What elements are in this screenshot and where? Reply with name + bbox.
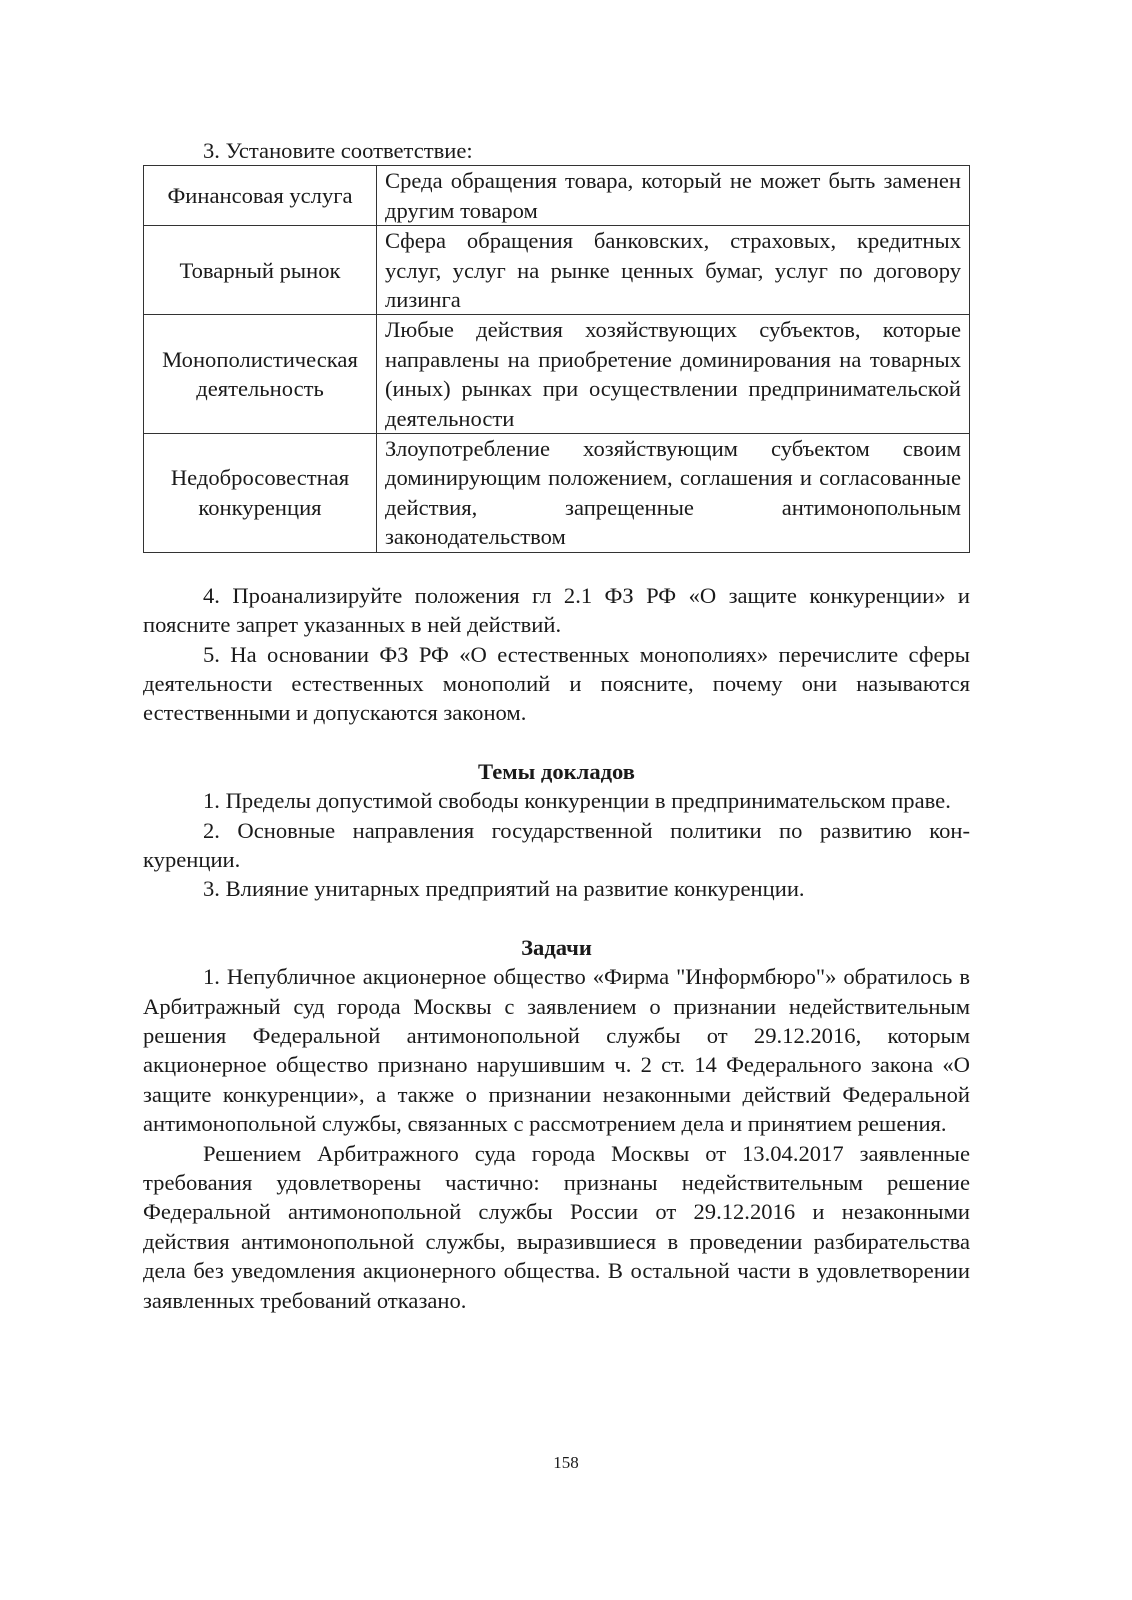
definition-cell: Любые действия хозяйствующих субъектов, которые направлены на приобретение доминирования на товарных (иных) рынках при осуществлении предпринимательской деятельности xyxy=(377,315,970,434)
topics-heading: Темы докладов xyxy=(478,758,635,784)
term-cell: Монополистическая деятельность xyxy=(144,315,377,434)
question-5: 5. На основании ФЗ РФ «О естественных монополиях» перечислите сферы деятельности естественных монополий и поясните, почему они называются естественными и допускаются законом. xyxy=(143,641,970,726)
task-1-paragraph-2: Решением Арбитражного суда города Москвы от 13.04.2017 заявленные требования удовлетворены частично: признаны недействительным решение Федеральной антимонопольной службы России от 29.12.2016 и незаконными действия антимонопольной службы, выразившиеся в проведении разбирательства дела без уведомления акционерного общества. В остальной части в удовлетворении заявленных требований отказано. xyxy=(143,1140,970,1313)
term-cell: Товарный рынок xyxy=(144,226,377,315)
definition-cell: Среда обращения товара, который не может быть заменен другим товаром xyxy=(377,166,970,226)
question-4: 4. Проанализируйте положения гл 2.1 ФЗ РФ «О защите конкуренции» и поясните запрет указанных в ней действий. xyxy=(143,582,970,638)
table-row xyxy=(144,434,970,553)
table-row xyxy=(144,166,970,226)
tasks-heading: Задачи xyxy=(521,934,592,960)
topic-item: 3. Влияние унитарных предприятий на развитие конкуренции. xyxy=(203,876,805,902)
question-3-intro: 3. Установите соответствие: xyxy=(203,138,473,163)
term-cell: Финансовая услуга xyxy=(144,166,377,226)
term-cell: Недобросовестная конкуренция xyxy=(144,434,377,553)
table-row xyxy=(144,315,970,434)
table-row xyxy=(144,226,970,315)
topic-item: 1. Пределы допустимой свободы конкуренции в предпринимательском праве. xyxy=(203,788,951,814)
definition-cell: Злоупотребление хозяйствующим субъектом своим доминирующим положением, соглашения и согласованные действия, запрещенные антимонопольным законодательством xyxy=(377,434,970,553)
matching-table xyxy=(143,165,970,552)
page-number: 158 xyxy=(553,1453,579,1472)
topic-item: 2. Основные направления государственной политики по развитию конкуренции. xyxy=(143,817,970,872)
page-content xyxy=(143,136,970,1315)
task-1-paragraph-1: 1. Непубличное акционерное общество «Фирма "Информбюро"» обратилось в Арбитражный суд города Москвы с заявлением о признании недействительным решения Федеральной антимонопольной службы от 29.12.2016, которым акционерное общество признано нарушившим ч. 2 ст. 14 Федерального закона «О защите конкуренции», а также о признании незаконными действий Федеральной антимонопольной службы, связанных с рассмотрением дела и принятием решения. xyxy=(143,964,970,1137)
definition-cell: Сфера обращения банковских, страховых, кредитных услуг, услуг на рынке ценных бумаг, услуг по договору лизинга xyxy=(377,226,970,315)
